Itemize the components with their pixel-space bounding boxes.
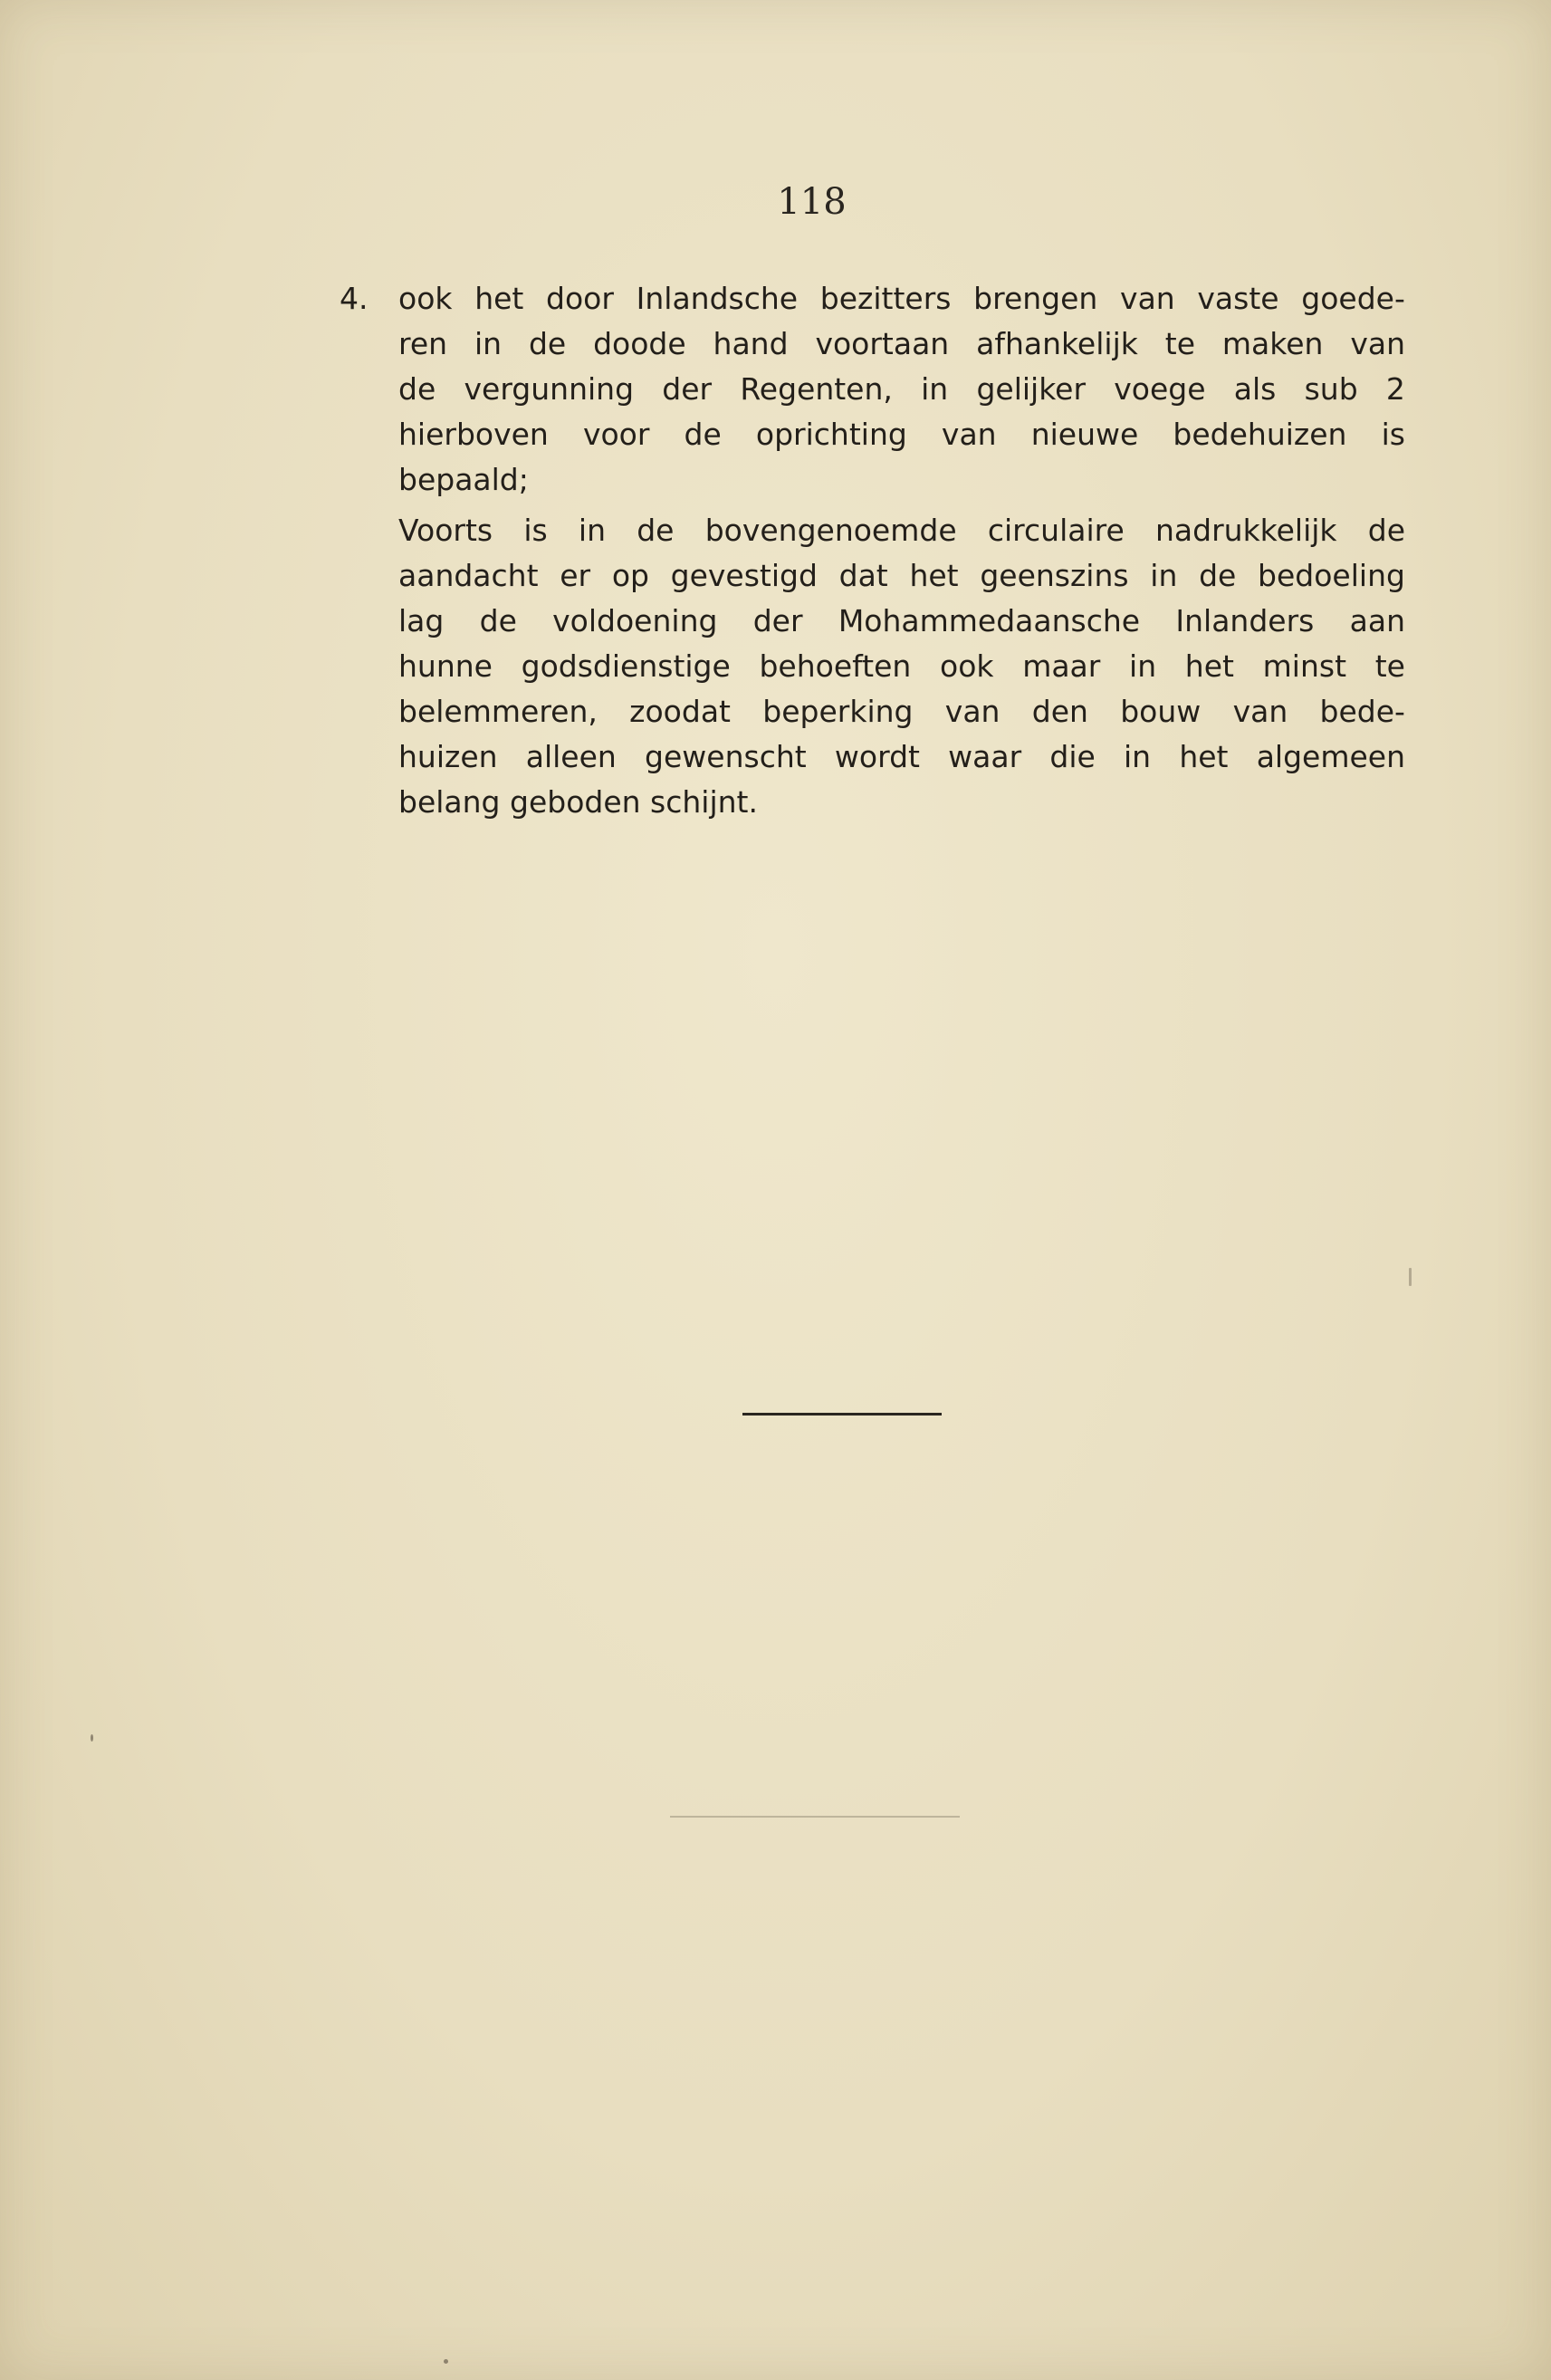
word: bovengenoemde [704,513,957,548]
text-line [398,276,1405,321]
body-text [340,276,1405,825]
word: bedoeling [1258,558,1405,593]
page-number: 118 [777,181,847,223]
word: aan [1349,603,1405,638]
word: wordt [834,739,920,774]
word: nieuwe [1030,417,1139,452]
word: die [1049,739,1096,774]
word: voldoening [552,603,718,638]
word: gelijker [976,371,1087,407]
numbered-item [340,276,1405,503]
text-line: belang geboden schijnt. [398,784,758,820]
word: bouw [1120,694,1202,729]
word: der [662,371,713,407]
paper-speck [91,1734,93,1742]
word: de [528,326,567,361]
word: is [523,513,548,548]
word: 2 [1385,371,1405,407]
word: godsdienstige [521,648,731,684]
word: de [479,603,517,638]
word: de [637,513,675,548]
word: het [909,558,959,593]
word: in [1150,558,1178,593]
word: de [1199,558,1237,593]
word: goede- [1301,281,1405,316]
word: minst [1262,648,1347,684]
word: behoeften [759,648,912,684]
text-line: bepaald; [398,462,529,497]
word: afhankelijk [976,326,1138,361]
item-number: 4. [340,281,369,316]
word: van [1120,281,1175,316]
word: ren [398,326,448,361]
word: huizen [398,739,498,774]
word: waar [948,739,1022,774]
word: in [1124,739,1152,774]
word: vergunning [464,371,635,407]
text-line [398,734,1405,780]
word: Mohammedaansche [838,603,1141,638]
word: maar [1022,648,1101,684]
word: hunne [398,648,493,684]
word: nadrukkelijk [1155,513,1337,548]
section-divider [742,1413,942,1416]
word: belemmeren, [398,694,598,729]
word: alleen [525,739,617,774]
word: van [944,694,1000,729]
word: de [684,417,722,452]
text-line [398,599,1405,644]
text-line [398,689,1405,734]
word: voege [1114,371,1206,407]
bleed-through-rule [670,1816,960,1818]
word: bede- [1319,694,1405,729]
word: in [921,371,949,407]
text-line [398,321,1405,367]
word: van [941,417,997,452]
word: sub [1304,371,1358,407]
word: voortaan [815,326,950,361]
word: circulaire [987,513,1125,548]
word: oprichting [755,417,907,452]
text-line [398,412,1405,457]
word: vaste [1197,281,1279,316]
word: maken [1221,326,1324,361]
paper-speck [444,2359,448,2364]
text-line [398,553,1405,599]
word: te [1374,648,1405,684]
word: doode [593,326,686,361]
word: dat [838,558,888,593]
word: gevestigd [670,558,818,593]
word: de [398,371,436,407]
word: door [546,281,614,316]
word: in [474,326,503,361]
word: het [474,281,524,316]
word: bedehuizen [1173,417,1347,452]
paper-speck [1409,1268,1412,1286]
word: bezitters [819,281,952,316]
text-line [398,508,1405,553]
word: lag [398,603,445,638]
word: hierboven [398,417,549,452]
word: Regenten, [740,371,893,407]
text-line [398,644,1405,689]
word: is [1381,417,1405,452]
word: ook [398,281,453,316]
word: zoodat [629,694,731,729]
word: van [1350,326,1405,361]
word: het [1179,739,1229,774]
word: ook [940,648,994,684]
word: de [1367,513,1405,548]
text-line [398,367,1405,412]
word: aandacht [398,558,539,593]
word: beperking [762,694,914,729]
word: Inlandsche [636,281,799,316]
word: geenszins [980,558,1129,593]
word: in [1129,648,1157,684]
word: brengen [973,281,1098,316]
word: Inlanders [1175,603,1315,638]
word: het [1184,648,1234,684]
paragraph [398,508,1405,825]
word: algemeen [1256,739,1405,774]
word: van [1232,694,1288,729]
word: der [752,603,803,638]
word: als [1233,371,1277,407]
word: gewenscht [645,739,807,774]
word: Voorts [398,513,493,548]
word: voor [582,417,650,452]
word: er [560,558,591,593]
word: den [1031,694,1088,729]
word: hand [713,326,789,361]
word: in [578,513,606,548]
word: te [1164,326,1195,361]
word: op [611,558,649,593]
